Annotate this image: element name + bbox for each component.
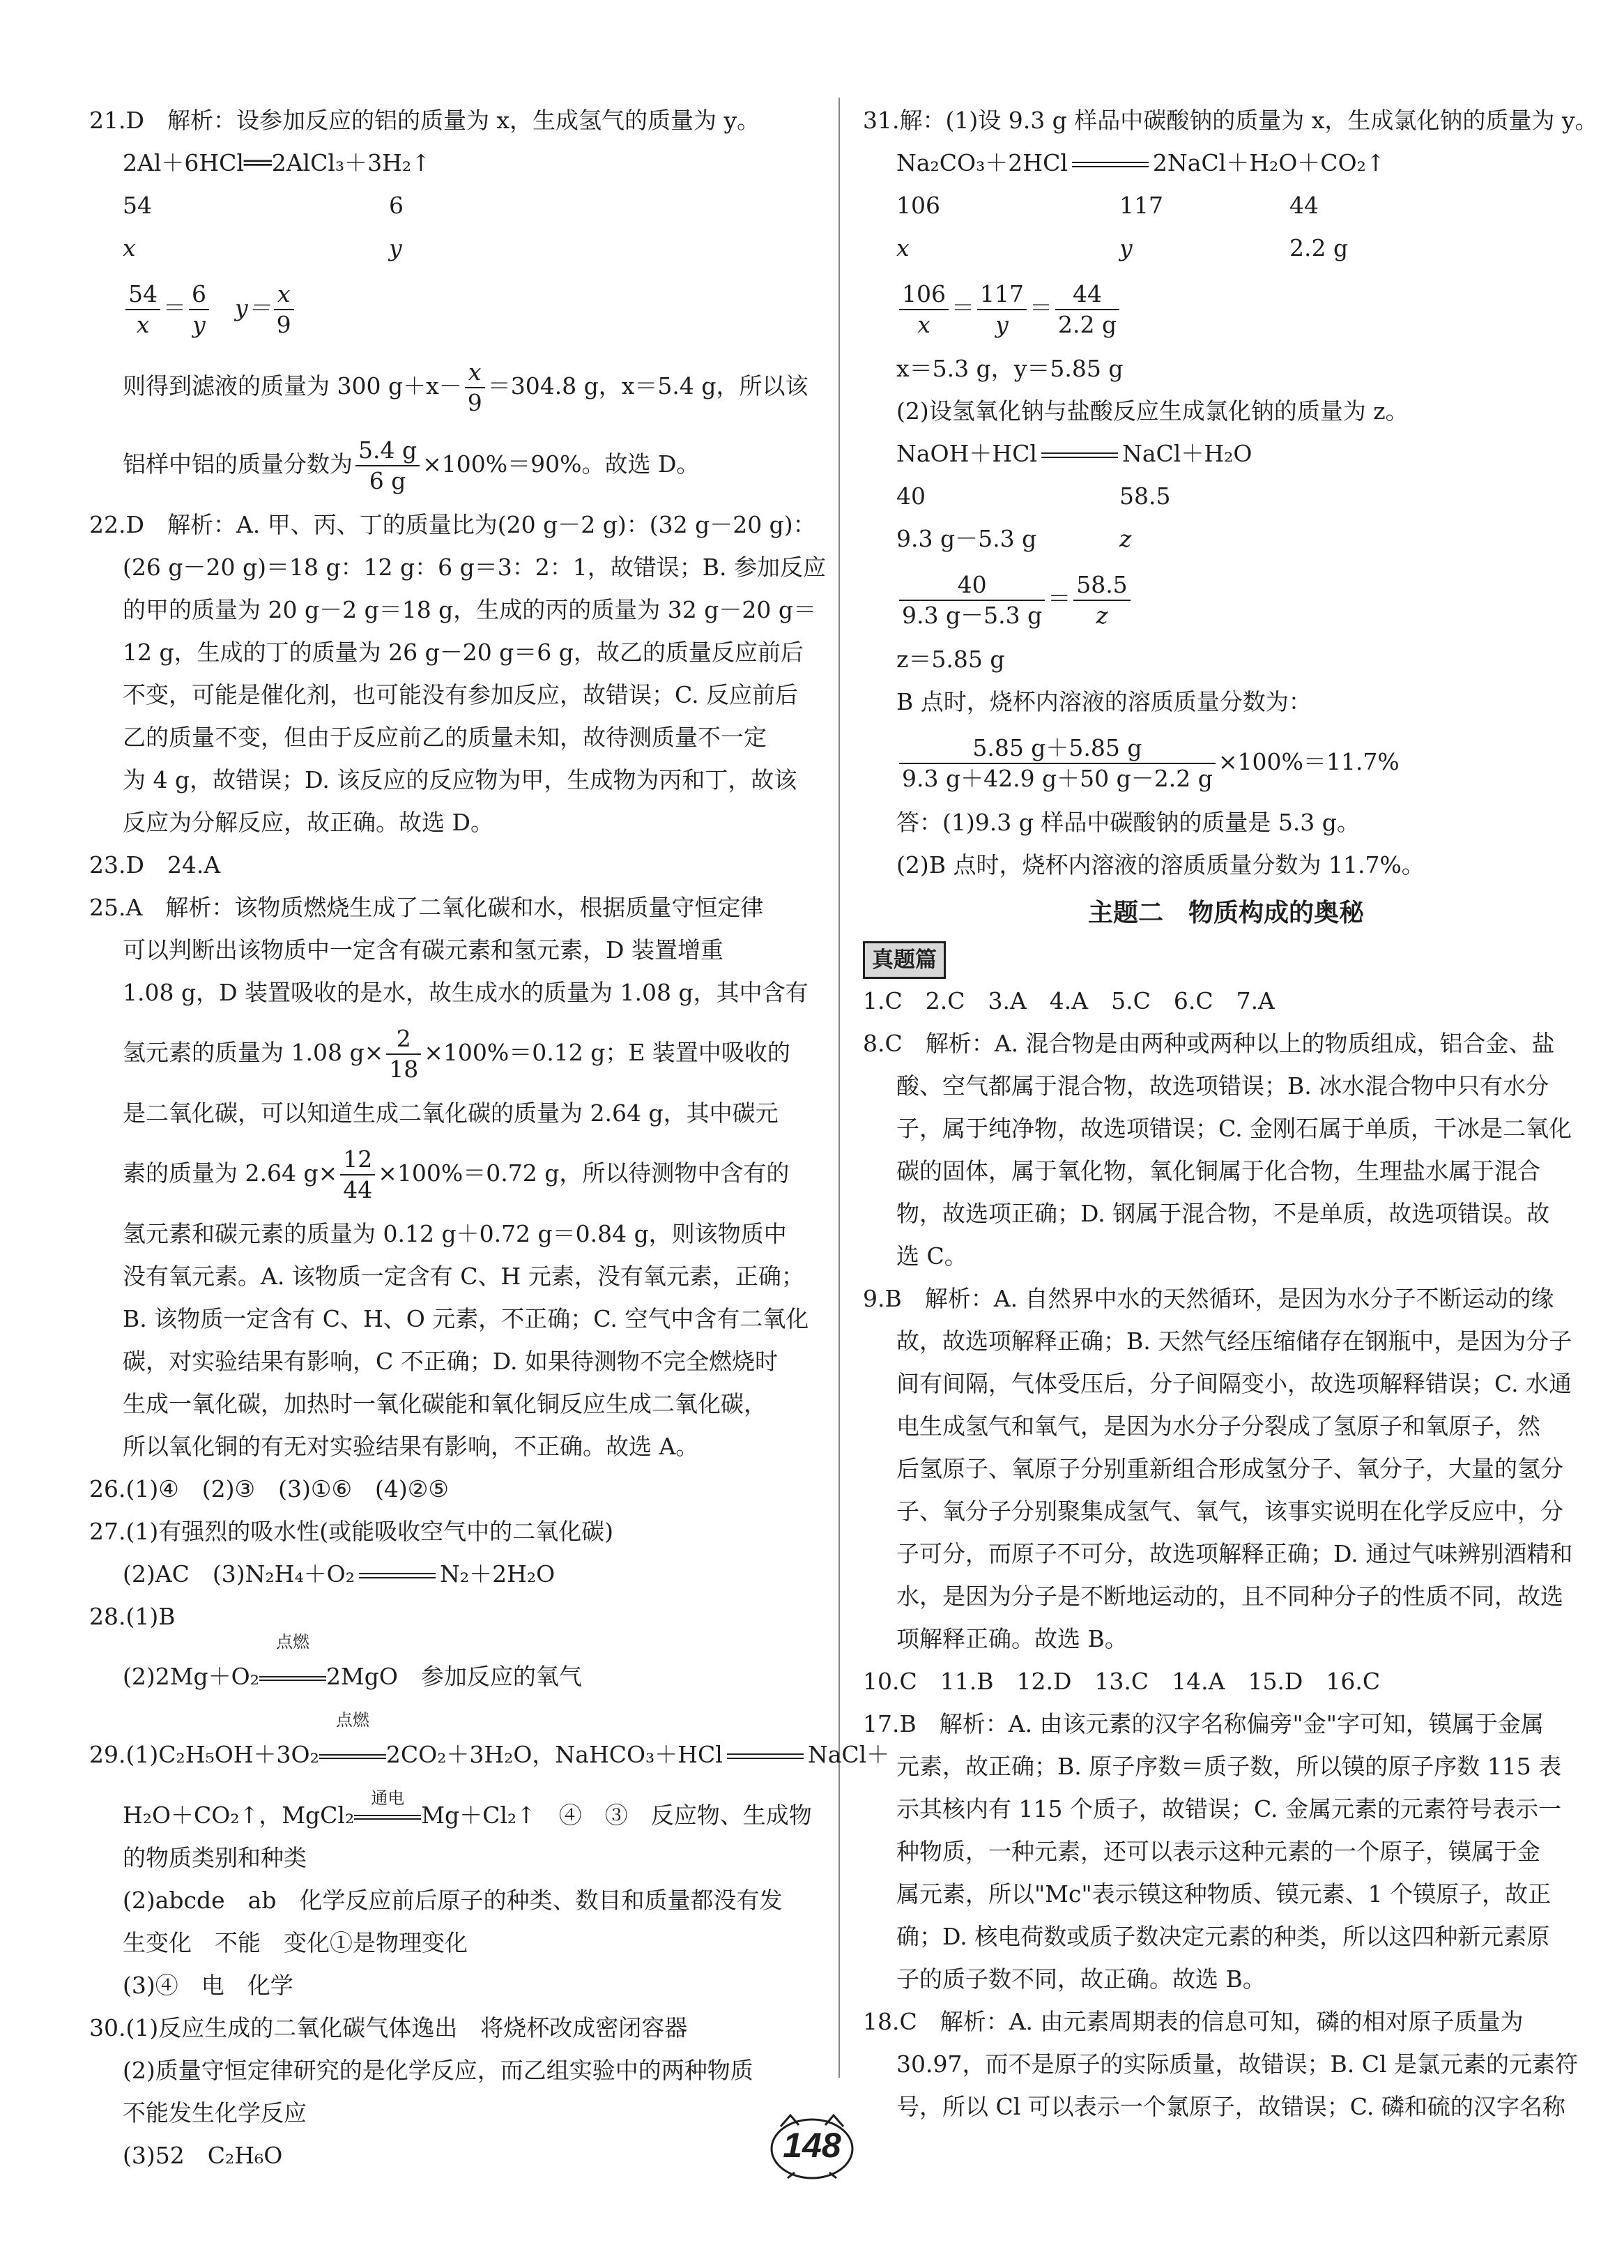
q27-equation: (2)AC (3)N₂H₄＋O₂ N₂＋2H₂O [123, 1560, 556, 1588]
q9-line: 电生成氢气和氧气，是因为水分子分裂成了氢原子和氧原子，然 [896, 1413, 1540, 1440]
q9-line: 子、氧分子分别聚集成氢气、氧气，该事实说明在化学反应中，分 [896, 1498, 1563, 1525]
q8-line: 酸、空气都属于混合物，故选项错误；B. 冰水混合物中只有水分 [896, 1072, 1549, 1099]
q21-ratio-row-2: x y [123, 234, 402, 261]
fraction: $\frac{x}{9}$ [274, 280, 294, 340]
q31-ratio-row-1: 106 117 44 [896, 192, 1319, 219]
fraction: $\frac{2}{18}$ [386, 1024, 421, 1084]
page-number: 148 [783, 2126, 841, 2165]
reaction-condition: 点燃 [259, 1638, 326, 1716]
q9-line: 间有间隔，气体受压后，分子间隔变小，故选项解释错误；C. 水通 [896, 1370, 1572, 1397]
q8-line: 物，故选项正确；D. 钢属于混合物，不是单质，故选项错误。故 [896, 1200, 1550, 1227]
q22-line: 为 4 g，故错误；D. 该反应的反应物为甲，生成物为丙和丁，故该 [123, 766, 797, 793]
q29-line: (3)④ 电 化学 [123, 1972, 293, 1999]
q31-intro: 31.解：(1)设 9.3 g 样品中碳酸钠的质量为 x，生成氯化钠的质量为 y。 [863, 107, 1598, 134]
page-number-badge [767, 2106, 857, 2182]
q30-line: (2)质量守恒定律研究的是化学反应，而乙组实验中的两种物质 [123, 2057, 753, 2084]
q31-result-2: z＝5.85 g [896, 646, 1005, 673]
fraction: $\frac{6}{y}$ [189, 280, 209, 340]
section-tag: 真题篇 [863, 941, 946, 979]
q29-equation-1: 29.(1)C₂H₅OH＋3O₂ 点燃 2CO₂＋3H₂O，NaHCO₃＋HCl NaCl＋ [89, 1716, 815, 1794]
q25-line: 所以氧化铜的有无对实验结果有影响，不正确。故选 A。 [123, 1433, 699, 1460]
q9-line: 故，故选项解释正确；B. 天然气经压缩储存在钢瓶中，是因为分子 [896, 1327, 1572, 1355]
q17-line: 元素，故正确；B. 原子序数＝质子数，所以镆的原子序数 115 表 [896, 1753, 1562, 1780]
q22-line: 22.D 解析：A. 甲、丙、丁的质量比为(20 g－2 g)：(32 g－20 g)： [89, 511, 816, 538]
q31-proportion-1: $\frac{106}{x}$ ＝ $\frac{117}{y}$ ＝ $\frac{44}{2.2 g}$ [863, 269, 1589, 347]
q31-ratio-row-2: x y 2.2 g [896, 234, 1349, 261]
q29-line: (2)abcde ab 化学反应前后原子的种类、数目和质量都没有发 [123, 1887, 783, 1914]
q21-equation: 2Al＋6HCl══2AlCl₃＋3H₂↑ [123, 149, 431, 176]
left-column [89, 99, 890, 2177]
q21-filtrate-line: 则得到滤液的质量为 300 g＋x－ $\frac{x}{9}$ ＝304.8 g，x＝5.4 g，所以该 [123, 358, 809, 416]
fraction: $\frac{44}{2.2 g}$ [1055, 280, 1119, 340]
q31-ratio-row-3: 40 58.5 [896, 482, 1171, 510]
q26: 26.(1)④ (2)③ (3)①⑥ (4)②⑤ [89, 1475, 449, 1502]
q31-percentage: $\frac{5.85 g+5.85 g}{9.3 g+42.9 g+50 g-2.2 g}$ ×100%＝11.7% [863, 723, 1589, 801]
equals-bar [1041, 452, 1118, 458]
q25-line: 1.08 g，D 装置吸收的是水，故生成水的质量为 1.08 g，其中含有 [123, 979, 809, 1006]
fraction: $\frac{58.5}{z}$ [1073, 570, 1130, 630]
q25-carbon-line: 素的质量为 2.64 g× $\frac{12}{44}$ ×100%＝0.72 g，所以待测物中含有的 [123, 1146, 790, 1203]
q25-line: B. 该物质一定含有 C、H、O 元素，不正确；C. 空气中含有二氧化 [123, 1305, 809, 1332]
fraction: $\frac{40}{9.3 g-5.3 g}$ [899, 570, 1045, 630]
q22-line: 不变，可能是催化剂，也可能没有参加反应，故错误；C. 反应前后 [123, 681, 799, 708]
q31-part-2: (2)设氢氧化钠与盐酸反应生成氯化钠的质量为 z。 [896, 397, 1409, 425]
q31-ratio-row-4: 9.3 g－5.3 g z [896, 525, 1132, 552]
q25-line: 碳，对实验结果有影响，C 不正确；D. 如果待测物不完全燃烧时 [123, 1348, 779, 1375]
q8-line: 8.C 解析：A. 混合物是由两种或两种以上的物质组成，铝合金、盐 [863, 1030, 1555, 1057]
q29-line: 生变化 不能 变化①是物理变化 [123, 1929, 468, 1956]
fraction: $\frac{12}{44}$ [340, 1145, 375, 1205]
q21-result-line: 铝样中铝的质量分数为 $\frac{5.4 g}{6 g}$ ×100%＝90%。故选 D。 [123, 436, 700, 494]
q17-line: 属元素，所以"Mc"表示镆这种物质、镆元素、1 个镆原子，故正 [896, 1880, 1552, 1908]
q28-line: 28.(1)B [89, 1603, 176, 1630]
column-divider [838, 98, 840, 2078]
q21-intro: 21.D 解析：设参加反应的铝的质量为 x，生成氢气的质量为 y。 [89, 107, 760, 134]
fraction: $\frac{5.4 g}{6 g}$ [355, 436, 420, 496]
q29-line: 的物质类别和种类 [123, 1844, 307, 1871]
q23-24: 23.D 24.A [89, 851, 221, 878]
q28-equation: (2)2Mg＋O₂ 点燃 2MgO 参加反应的氧气 [89, 1638, 815, 1716]
q31-answer-2: (2)B 点时，烧杯内溶液的溶质质量分数为 11.7%。 [896, 851, 1425, 878]
fraction: $\frac{106}{x}$ [899, 280, 949, 340]
q17-line: 17.B 解析：A. 由该元素的汉字名称偏旁"金"字可知，镆属于金属 [863, 1710, 1544, 1737]
q9-line: 后氢原子、氧原子分别重新组合形成氢分子、氧分子，大量的氢分 [896, 1455, 1563, 1482]
fraction: $\frac{x}{9}$ [465, 358, 485, 418]
reaction-condition: 点燃 [319, 1716, 386, 1794]
q31-answer-1: 答：(1)9.3 g 样品中碳酸钠的质量是 5.3 g。 [896, 809, 1360, 836]
q25-line: 生成一氧化碳，加热时一氧化碳能和氧化铜反应生成二氧化碳， [123, 1390, 767, 1417]
q18-line: 号，所以 Cl 可以表示一个氯原子，故错误；C. 磷和硫的汉字名称 [896, 2093, 1565, 2120]
q25-line: 可以判断出该物质中一定含有碳元素和氢元素，D 装置增重 [123, 936, 723, 964]
q25-hydrogen-line: 氢元素的质量为 1.08 g× $\frac{2}{18}$ ×100%＝0.12 g；E 装置中吸收的 [123, 1025, 790, 1083]
q17-line: 子的质子数不同，故正确。故选 B。 [896, 1965, 1266, 1993]
q9-line: 项解释正确。故选 B。 [896, 1625, 1128, 1652]
q21-proportion: $\frac{54}{x}$ ＝ $\frac{6}{y}$ y＝ $\frac{x}{9}$ [89, 269, 815, 347]
section-heading: 主题二 物质构成的奥秘 [1087, 898, 1364, 927]
q8-line: 选 C。 [896, 1242, 967, 1270]
q9-line: 水，是因为分子是不断地运动的，且不同种分子的性质不同，故选 [896, 1583, 1563, 1610]
equals-bar [359, 1573, 436, 1578]
q30-line: 30.(1)反应生成的二氧化碳气体逸出 将烧杯改成密闭容器 [89, 2014, 688, 2041]
q21-ratio-row-1: 54 6 [123, 192, 404, 219]
q31-b-point: B 点时，烧杯内溶液的溶质质量分数为： [896, 688, 1312, 715]
q22-line: 12 g，生成的丁的质量为 26 g－20 g＝6 g，故乙的质量反应前后 [123, 639, 804, 666]
q30-line: (3)52 C₂H₆O [123, 2142, 283, 2169]
q8-line: 碳的固体，属于氧化物，氧化铜属于化合物，生理盐水属于混合 [896, 1157, 1540, 1185]
fraction: $\frac{54}{x}$ [125, 280, 160, 340]
equals-bar [727, 1753, 804, 1759]
q18-line: 18.C 解析：A. 由元素周期表的信息可知，磷的相对原子质量为 [863, 2008, 1524, 2035]
q22-line: 反应为分解反应，故正确。故选 D。 [123, 809, 493, 836]
q27-line: 27.(1)有强烈的吸水性(或能吸收空气中的二氧化碳) [89, 1518, 613, 1545]
section-tag-row [863, 939, 1589, 980]
q1-7: 1.C 2.C 3.A 4.A 5.C 6.C 7.A [863, 987, 1275, 1014]
q17-line: 种物质，一种元素，还可以表示这种元素的一个原子，镆属于金 [896, 1838, 1540, 1865]
q25-line: 氢元素和碳元素的质量为 0.12 g＋0.72 g＝0.84 g，则该物质中 [123, 1220, 787, 1247]
q25-line: 25.A 解析：该物质燃烧生成了二氧化碳和水，根据质量守恒定律 [89, 894, 764, 921]
q30-line: 不能发生化学反应 [123, 2099, 307, 2126]
q10-16: 10.C 11.B 12.D 13.C 14.A 15.D 16.C [863, 1668, 1381, 1695]
q17-line: 示其核内有 115 个质子，故错误；C. 金属元素的元素符号表示一 [896, 1795, 1562, 1822]
q9-line: 9.B 解析：A. 自然界中水的天然循环，是因为水分子不断运动的缘 [863, 1285, 1554, 1312]
q31-proportion-2: $\frac{40}{9.3 g-5.3 g}$ ＝ $\frac{58.5}{z}$ [863, 560, 1589, 638]
q31-equation-2: NaOH＋HCl NaCl＋H₂O [896, 440, 1253, 467]
reaction-condition: 通电 [354, 1794, 421, 1836]
equals-bar [1072, 162, 1149, 167]
q31-result-1: x＝5.3 g，y＝5.85 g [896, 355, 1124, 382]
q8-line: 子，属于纯净物，故选项错误；C. 金刚石属于单质，干冰是二氧化 [896, 1115, 1572, 1142]
fraction: $\frac{5.85 g+5.85 g}{9.3 g+42.9 g+50 g-2.2 g}$ [899, 733, 1216, 793]
q25-line: 没有氧元素。A. 该物质一定含有 C、H 元素，没有氧元素，正确； [123, 1263, 804, 1290]
q22-line: 乙的质量不变，但由于反应前乙的质量未知，故待测质量不一定 [123, 724, 767, 751]
q9-line: 子可分，而原子不可分，故选项解释正确；D. 通过气味辨别酒精和 [896, 1540, 1573, 1567]
q22-line: (26 g－20 g)＝18 g：12 g：6 g＝3：2：1，故错误；B. 参加反应 [123, 554, 826, 581]
fraction: $\frac{117}{y}$ [977, 280, 1027, 340]
q31-equation-1: Na₂CO₃＋2HCl 2NaCl＋H₂O＋CO₂↑ [896, 149, 1386, 176]
q18-line: 30.97，而不是原子的实际质量，故错误；B. Cl 是氯元素的元素符 [896, 2050, 1578, 2078]
q22-line: 的甲的质量为 20 g－2 g＝18 g，生成的丙的质量为 32 g－20 g＝ [123, 596, 817, 623]
q25-line: 是二氧化碳，可以知道生成二氧化碳的质量为 2.64 g，其中碳元 [123, 1099, 779, 1127]
right-column [863, 99, 1598, 2128]
q17-line: 确；D. 核电荷数或质子数决定元素的种类，所以这四种新元素原 [896, 1923, 1550, 1950]
q29-equation-2: H₂O＋CO₂↑，MgCl₂ 通电 Mg＋Cl₂↑ ④ ③ 反应物、生成物 [89, 1794, 815, 1836]
